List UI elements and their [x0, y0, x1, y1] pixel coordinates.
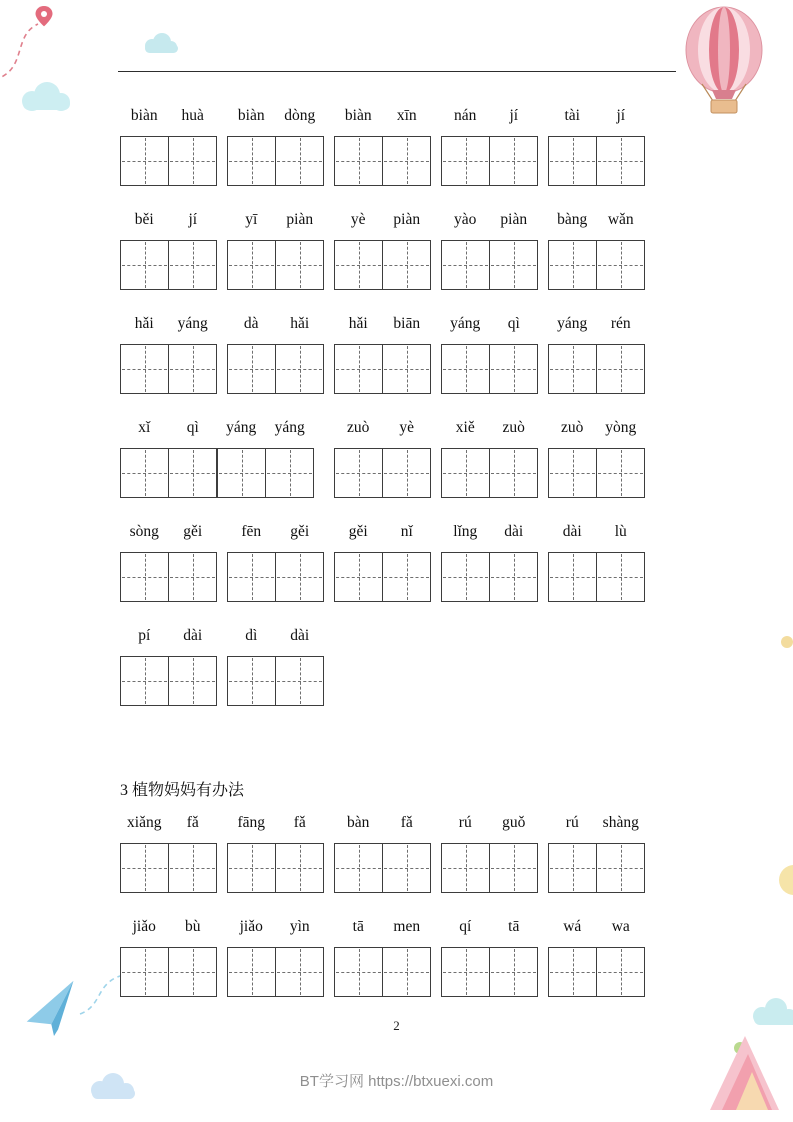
pinyin-syllable: yáng	[226, 419, 257, 436]
writing-cell	[335, 241, 382, 289]
writing-box	[120, 552, 217, 602]
pinyin-label	[120, 106, 217, 126]
pinyin-label	[120, 314, 217, 334]
pinyin-syllable: piàn	[500, 211, 528, 228]
writing-cell	[442, 241, 489, 289]
pinyin-syllable: nán	[454, 107, 477, 124]
section-title: 3 植物妈妈有办法	[120, 782, 245, 799]
writing-cell	[121, 948, 168, 996]
pinyin-syllable: zuò	[347, 419, 370, 436]
writing-cell	[168, 241, 216, 289]
pinyin-word-group	[227, 917, 324, 997]
pinyin-word-group	[334, 314, 431, 394]
pinyin-label	[548, 314, 645, 334]
pinyin-word-group	[120, 106, 217, 186]
writing-cell	[549, 345, 596, 393]
worksheet-row	[120, 917, 680, 997]
pinyin-syllable: tài	[564, 107, 580, 124]
pinyin-syllable: biàn	[344, 107, 372, 124]
pinyin-label	[548, 418, 645, 438]
pinyin-word-group	[548, 418, 645, 498]
writing-box	[227, 136, 324, 186]
pinyin-label	[548, 522, 645, 542]
writing-cell	[489, 345, 537, 393]
writing-box	[227, 843, 324, 893]
pinyin-word-group	[120, 418, 314, 498]
pinyin-syllable: bàn	[347, 814, 370, 831]
pinyin-word-group	[334, 917, 431, 997]
writing-cell	[275, 657, 323, 705]
pinyin-word-group	[441, 314, 538, 394]
location-pin-icon	[36, 6, 53, 26]
worksheet-row	[120, 314, 680, 394]
writing-cell	[168, 553, 216, 601]
pinyin-syllable: zuò	[502, 419, 525, 436]
pinyin-label	[441, 314, 538, 334]
worksheet	[120, 106, 680, 1021]
writing-cell	[382, 844, 430, 892]
worksheet-row	[120, 418, 680, 498]
yellow-blob-right-icon	[779, 865, 793, 895]
writing-cell	[216, 449, 265, 497]
writing-cell	[275, 948, 323, 996]
writing-cell	[549, 241, 596, 289]
pinyin-syllable: dài	[504, 523, 524, 540]
writing-cell	[596, 553, 644, 601]
pinyin-label	[334, 813, 431, 833]
pinyin-syllable: yáng	[450, 315, 481, 332]
writing-box	[120, 843, 217, 893]
pinyin-label	[334, 314, 431, 334]
pinyin-word-group	[227, 626, 324, 706]
pinyin-word-group	[227, 210, 324, 290]
pinyin-syllable: xǐ	[138, 419, 151, 436]
pinyin-syllable: huà	[181, 107, 204, 124]
pinyin-syllable: jí	[188, 211, 198, 228]
pinyin-label	[120, 917, 217, 937]
pinyin-word-group	[334, 418, 431, 498]
writing-box	[548, 552, 645, 602]
writing-cell	[596, 844, 644, 892]
pinyin-syllable: xiě	[455, 419, 475, 436]
pinyin-word-group	[334, 210, 431, 290]
writing-cell	[335, 137, 382, 185]
pinyin-label	[441, 813, 538, 833]
cloud-top-mid-icon	[145, 33, 178, 53]
writing-cell	[228, 844, 275, 892]
pinyin-syllable: zuò	[561, 419, 584, 436]
pinyin-syllable: lǐng	[453, 523, 478, 540]
writing-box	[120, 344, 217, 394]
writing-cell	[489, 844, 537, 892]
pinyin-label	[227, 626, 324, 646]
writing-cell	[596, 449, 644, 497]
pinyin-label	[441, 418, 538, 438]
writing-cell	[442, 449, 489, 497]
pinyin-label	[120, 813, 217, 833]
pinyin-syllable: yáng	[177, 315, 208, 332]
writing-box	[548, 843, 645, 893]
pinyin-label	[334, 210, 431, 230]
pinyin-label	[548, 813, 645, 833]
writing-cell	[442, 844, 489, 892]
pinyin-word-group	[227, 522, 324, 602]
writing-cell	[275, 345, 323, 393]
pinyin-syllable: sòng	[129, 523, 159, 540]
writing-cell	[382, 449, 430, 497]
writing-box	[334, 947, 431, 997]
pinyin-syllable: qì	[507, 315, 520, 332]
pinyin-syllable: xiǎng	[127, 814, 162, 831]
pinyin-syllable: lù	[614, 523, 627, 540]
pinyin-syllable: qì	[186, 419, 199, 436]
writing-box	[334, 240, 431, 290]
writing-cell	[121, 137, 168, 185]
writing-box	[441, 843, 538, 893]
pinyin-syllable: jiǎo	[239, 918, 263, 935]
writing-box	[334, 344, 431, 394]
writing-cell	[382, 948, 430, 996]
writing-cell	[596, 137, 644, 185]
pinyin-syllable: wǎn	[607, 211, 634, 228]
pinyin-syllable: hǎi	[134, 315, 154, 332]
writing-cell	[382, 137, 430, 185]
pinyin-word-group	[441, 917, 538, 997]
pinyin-syllable: rén	[610, 315, 631, 332]
pinyin-label	[227, 813, 324, 833]
pinyin-syllable: yè	[399, 419, 415, 436]
hot-air-balloon-icon	[686, 7, 762, 113]
pinyin-syllable: fāng	[237, 814, 266, 831]
pinyin-syllable: nǐ	[400, 523, 413, 540]
writing-cell	[442, 345, 489, 393]
pinyin-syllable: hǎi	[290, 315, 310, 332]
writing-cell	[442, 137, 489, 185]
pinyin-word-group	[441, 106, 538, 186]
pinyin-label	[334, 522, 431, 542]
pinyin-word-group	[548, 314, 645, 394]
writing-box	[227, 656, 324, 706]
pinyin-syllable: gěi	[183, 523, 203, 540]
pinyin-syllable: bù	[185, 918, 201, 935]
writing-box	[334, 136, 431, 186]
cloud-top-left-icon	[22, 82, 70, 111]
pinyin-syllable: wa	[611, 918, 630, 935]
writing-cell	[228, 553, 275, 601]
writing-cell	[121, 657, 168, 705]
pinyin-word-group	[120, 626, 217, 706]
page-number: 2	[393, 1018, 400, 1033]
writing-box	[334, 843, 431, 893]
pinyin-word-group	[334, 106, 431, 186]
pinyin-syllable: jí	[509, 107, 519, 124]
writing-cell	[549, 137, 596, 185]
pinyin-label	[548, 917, 645, 937]
writing-cell	[121, 449, 168, 497]
pinyin-word-group	[548, 813, 645, 893]
writing-cell	[228, 137, 275, 185]
pinyin-syllable: tā	[352, 918, 364, 935]
pinyin-syllable: bàng	[557, 211, 588, 228]
writing-cell	[228, 241, 275, 289]
writing-cell	[265, 449, 313, 497]
pinyin-syllable: dì	[245, 627, 258, 644]
pinyin-label	[227, 522, 324, 542]
writing-cell	[168, 345, 216, 393]
writing-cell	[275, 553, 323, 601]
pinyin-label	[227, 210, 324, 230]
writing-box	[227, 947, 324, 997]
pinyin-syllable: fǎ	[186, 814, 199, 831]
pinyin-label	[334, 418, 431, 438]
writing-cell	[121, 241, 168, 289]
writing-cell	[382, 345, 430, 393]
pinyin-syllable: fēn	[241, 523, 262, 540]
writing-box	[120, 240, 217, 290]
writing-cell	[442, 553, 489, 601]
pinyin-syllable: fǎ	[400, 814, 413, 831]
pinyin-label	[548, 210, 645, 230]
pinyin-label	[548, 106, 645, 126]
pinyin-syllable: yè	[350, 211, 366, 228]
writing-cell	[168, 657, 216, 705]
writing-cell	[489, 553, 537, 601]
writing-box	[441, 947, 538, 997]
pinyin-word-group	[441, 813, 538, 893]
pinyin-syllable: yáng	[274, 419, 305, 436]
writing-cell	[596, 948, 644, 996]
pinyin-syllable: yòng	[605, 419, 637, 436]
pinyin-label	[120, 522, 217, 542]
worksheet-row	[120, 522, 680, 602]
writing-box	[227, 240, 324, 290]
pinyin-label	[120, 626, 217, 646]
pinyin-label	[441, 106, 538, 126]
pinyin-word-group	[120, 813, 217, 893]
pinyin-syllable: yào	[454, 211, 477, 228]
writing-cell	[121, 844, 168, 892]
writing-cell	[596, 345, 644, 393]
writing-cell	[335, 948, 382, 996]
writing-cell	[228, 345, 275, 393]
pinyin-syllable: wá	[563, 918, 582, 935]
pinyin-syllable: piàn	[393, 211, 421, 228]
writing-cell	[489, 137, 537, 185]
pinyin-syllable: shàng	[602, 814, 639, 831]
writing-cell	[121, 553, 168, 601]
writing-box	[441, 136, 538, 186]
writing-cell	[489, 449, 537, 497]
pinyin-label	[441, 210, 538, 230]
writing-box	[548, 136, 645, 186]
pinyin-word-group	[334, 813, 431, 893]
pinyin-word-group	[548, 210, 645, 290]
pinyin-syllable: dà	[243, 315, 259, 332]
pinyin-syllable: dài	[290, 627, 310, 644]
pinyin-word-group	[120, 522, 217, 602]
pinyin-word-group	[227, 813, 324, 893]
writing-cell	[335, 345, 382, 393]
pinyin-syllable: biān	[393, 315, 421, 332]
pinyin-word-group	[548, 917, 645, 997]
writing-cell	[442, 948, 489, 996]
writing-cell	[275, 844, 323, 892]
pinyin-syllable: piàn	[286, 211, 314, 228]
writing-cell	[121, 345, 168, 393]
writing-cell	[168, 137, 216, 185]
writing-box	[548, 240, 645, 290]
writing-cell	[489, 241, 537, 289]
writing-cell	[489, 948, 537, 996]
pinyin-syllable: gěi	[290, 523, 310, 540]
green-dot-icon	[734, 1042, 746, 1054]
pinyin-syllable: biàn	[237, 107, 265, 124]
pinyin-label	[334, 106, 431, 126]
writing-cell	[168, 844, 216, 892]
pinyin-syllable: tā	[508, 918, 520, 935]
pinyin-syllable: dài	[183, 627, 203, 644]
yellow-dot-right-icon	[781, 636, 793, 648]
writing-box	[334, 552, 431, 602]
writing-box	[441, 552, 538, 602]
writing-box	[227, 552, 324, 602]
worksheet-row	[120, 210, 680, 290]
writing-box	[227, 344, 324, 394]
writing-cell	[168, 948, 216, 996]
writing-cell	[228, 657, 275, 705]
pinyin-label	[227, 314, 324, 334]
writing-cell	[275, 241, 323, 289]
writing-cell	[275, 137, 323, 185]
writing-cell	[382, 553, 430, 601]
header-rule	[118, 71, 676, 72]
pinyin-syllable: dòng	[284, 107, 316, 124]
pinyin-syllable: pí	[138, 627, 151, 644]
writing-box	[120, 448, 314, 498]
writing-cell	[549, 948, 596, 996]
pinyin-word-group	[120, 210, 217, 290]
pinyin-word-group	[120, 917, 217, 997]
pinyin-syllable: qí	[459, 918, 472, 935]
pinyin-word-group	[334, 522, 431, 602]
pinyin-label	[441, 522, 538, 542]
writing-box	[120, 947, 217, 997]
worksheet-row	[120, 626, 680, 706]
writing-cell	[549, 449, 596, 497]
pinyin-syllable: guǒ	[502, 814, 526, 831]
writing-cell	[228, 948, 275, 996]
pinyin-label	[120, 418, 314, 438]
pinyin-syllable: běi	[134, 211, 154, 228]
pinyin-word-group	[441, 522, 538, 602]
pinyin-word-group	[548, 522, 645, 602]
worksheet-row	[120, 813, 680, 893]
pinyin-label	[227, 106, 324, 126]
writing-box	[441, 344, 538, 394]
red-dashed-trail	[0, 24, 38, 80]
writing-cell	[382, 241, 430, 289]
pinyin-syllable: hǎi	[348, 315, 368, 332]
pinyin-syllable: men	[393, 918, 421, 935]
pinyin-syllable: jí	[616, 107, 626, 124]
pinyin-syllable: yī	[245, 211, 258, 228]
writing-box	[548, 448, 645, 498]
pinyin-word-group	[227, 314, 324, 394]
writing-box	[334, 448, 431, 498]
pinyin-word-group	[548, 106, 645, 186]
pinyin-word-group	[441, 418, 538, 498]
writing-box	[120, 136, 217, 186]
pinyin-syllable: rú	[458, 814, 472, 831]
pinyin-label	[120, 210, 217, 230]
pinyin-syllable: jiǎo	[132, 918, 156, 935]
writing-box	[548, 947, 645, 997]
writing-cell	[335, 449, 382, 497]
writing-cell	[549, 844, 596, 892]
writing-box	[120, 656, 217, 706]
pinyin-syllable: rú	[565, 814, 579, 831]
pinyin-word-group	[120, 314, 217, 394]
writing-cell	[168, 449, 216, 497]
writing-box	[548, 344, 645, 394]
pinyin-syllable: xīn	[396, 107, 417, 124]
writing-box	[441, 240, 538, 290]
pinyin-word-group	[441, 210, 538, 290]
footer-credit: BT学习网 https://btxuexi.com	[299, 1073, 494, 1090]
writing-cell	[549, 553, 596, 601]
pinyin-syllable: yáng	[557, 315, 588, 332]
pinyin-syllable: dài	[562, 523, 582, 540]
pinyin-syllable: fǎ	[293, 814, 306, 831]
pinyin-label	[334, 917, 431, 937]
pinyin-label	[227, 917, 324, 937]
pinyin-syllable: yìn	[289, 918, 310, 935]
pinyin-syllable: biàn	[130, 107, 158, 124]
writing-cell	[335, 553, 382, 601]
pinyin-word-group	[227, 106, 324, 186]
pinyin-label	[441, 917, 538, 937]
writing-cell	[596, 241, 644, 289]
writing-box	[441, 448, 538, 498]
worksheet-row	[120, 106, 680, 186]
writing-cell	[335, 844, 382, 892]
pinyin-syllable: gěi	[348, 523, 368, 540]
